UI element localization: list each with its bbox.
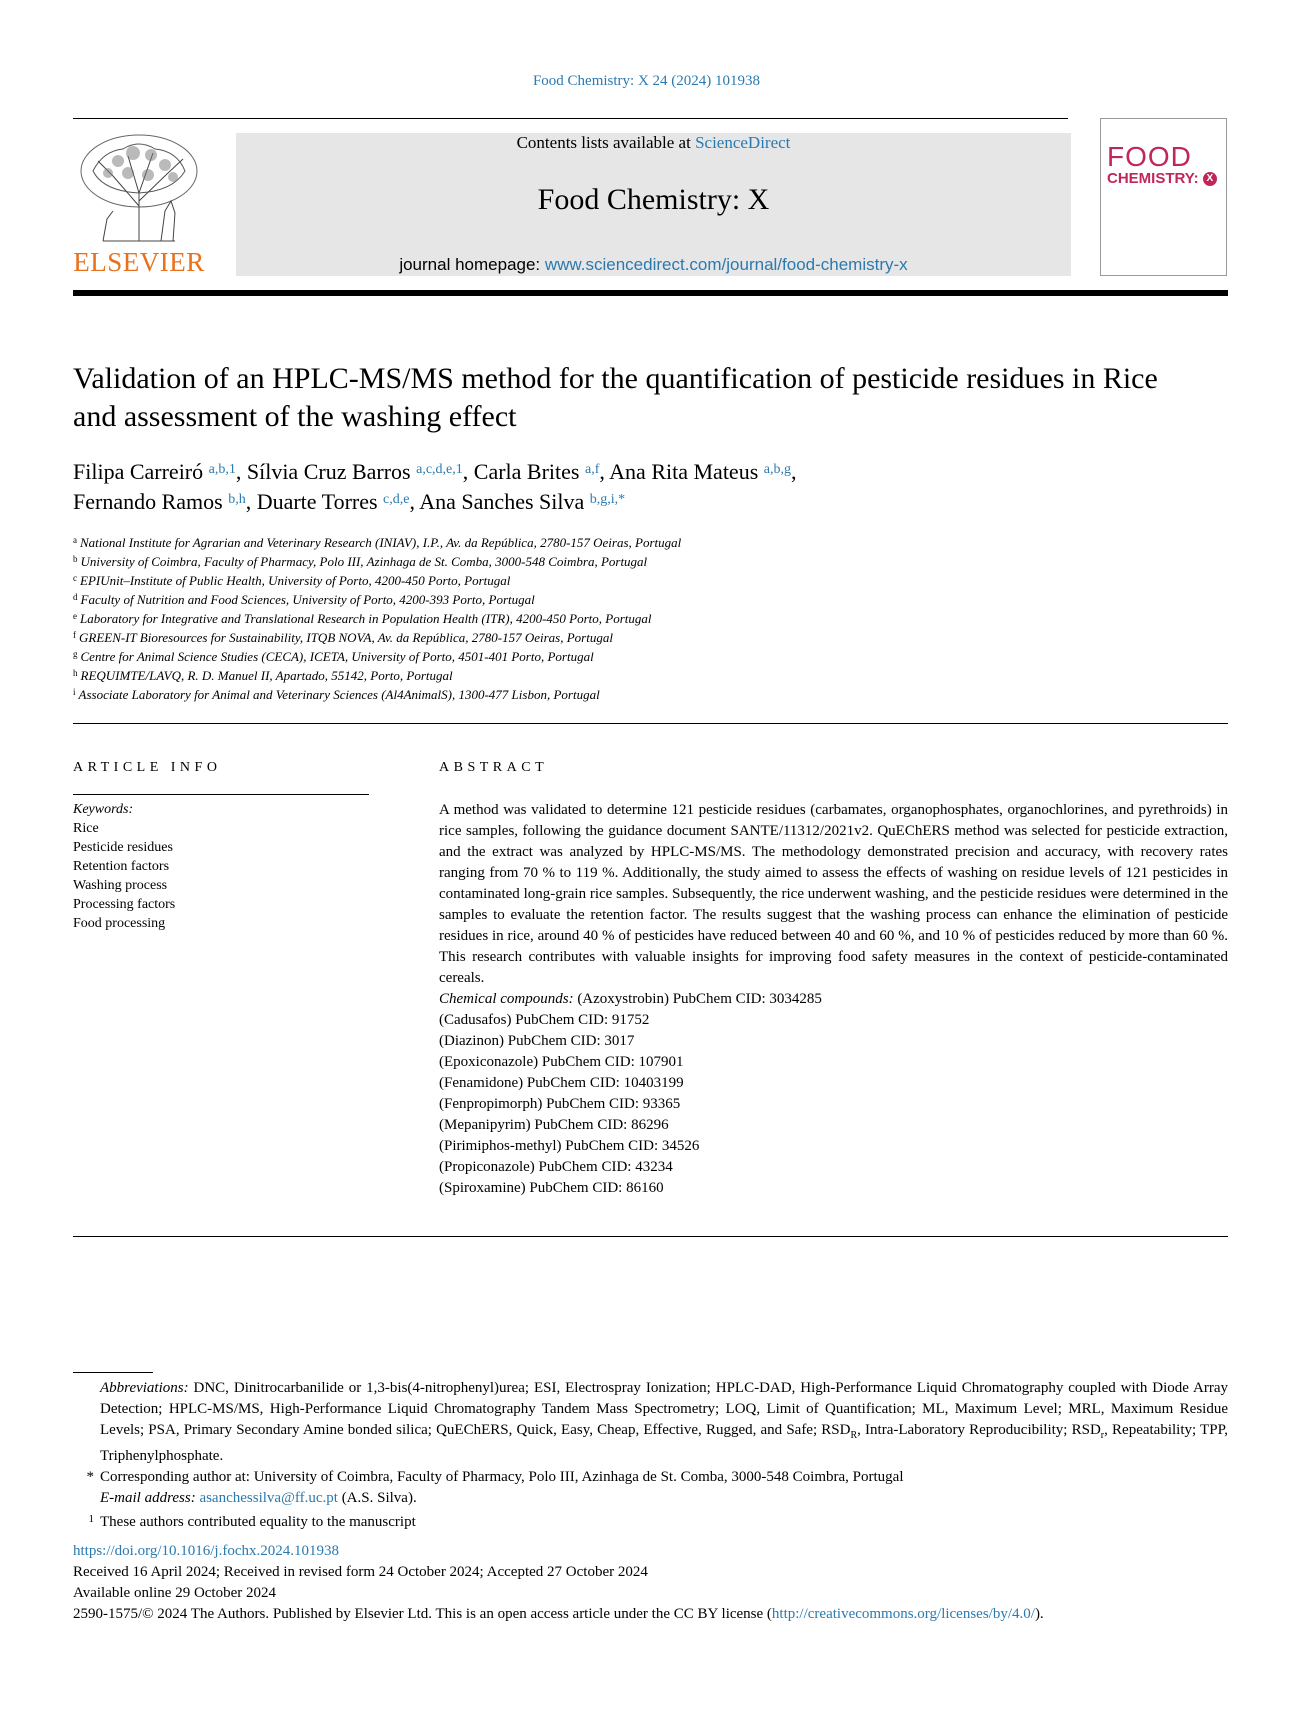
abstract-bottom-rule [73,1236,1228,1237]
compound: (Diazinon) PubChem CID: 3017 [439,1033,635,1049]
keyword: Washing process [73,878,168,893]
affiliation: $^g$ Centre for Animal Science Studies (CECA), ICETA, University of Porto, 4501-401 Porto, Portugal [73,649,594,664]
author[interactable]: Filipa Carreiró $^{a,b,1}$ [73,459,236,484]
publication-info [73,1541,1228,1625]
chemical-compounds [439,989,1228,1199]
footnote-rule [73,1372,153,1373]
license-line: 2590-1575/© 2024 The Authors. Published by Elsevier Ltd. This is an open access article under the CC BY license (http://creativecommons.org/licenses/by/4.0/). [73,1606,1044,1622]
received-dates: Received 16 April 2024; Received in revised form 24 October 2024; Accepted 27 October 2024 [73,1564,648,1580]
compound: (Mepanipyrim) PubChem CID: 86296 [439,1117,669,1133]
footnotes [73,1378,1228,1533]
compound: (Cadusafos) PubChem CID: 91752 [439,1012,650,1028]
keyword: Pesticide residues [73,840,173,855]
author[interactable]: Duarte Torres $^{c,d,e}$ [256,489,410,514]
compounds-label: Chemical compounds: [439,991,574,1007]
journal-reference[interactable]: Food Chemistry: X 24 (2024) 101938 [532,73,761,89]
corresponding-author-note: * Corresponding author at: University of Coimbra, Faculty of Pharmacy, Polo III, Azinhaga de St. Comba, 3000-548 Coimbra, Portugal [86,1469,904,1485]
compound: (Fenamidone) PubChem CID: 10403199 [439,1075,684,1091]
sciencedirect-link[interactable]: ScienceDirect [695,133,791,152]
author[interactable]: Ana Rita Mateus $^{a,b,g}$ [609,459,791,484]
cover-food-text: FOOD [1107,141,1192,172]
compound: (Fenpropimorph) PubChem CID: 93365 [439,1096,681,1112]
affiliations [73,533,1223,704]
journal-title: Food Chemistry: X [537,183,770,216]
affiliation: $^d$ Faculty of Nutrition and Food Sciences, University of Porto, 4200-393 Porto, Portugal [73,592,535,607]
keyword: Retention factors [73,859,170,874]
compound: (Epoxiconazole) PubChem CID: 107901 [439,1054,684,1070]
affiliation: $^e$ Laboratory for Integrative and Translational Research in Population Health (ITR), 4200-450 Porto, Portugal [73,611,652,626]
available-online: Available online 29 October 2024 [73,1585,276,1601]
compound: (Spiroxamine) PubChem CID: 86160 [439,1180,664,1196]
author[interactable]: Sílvia Cruz Barros $^{a,c,d,e,1}$ [246,459,463,484]
license-link[interactable]: http://creativecommons.org/licenses/by/4.0/ [771,1606,1035,1622]
affiliation: $^h$ REQUIMTE/LAVQ, R. D. Manuel II, Apartado, 55142, Porto, Portugal [73,668,453,683]
keywords-label: Keywords: [73,802,134,817]
journal-banner [236,133,1071,276]
cover-x-badge: X [1203,172,1217,186]
elsevier-logo [73,131,205,281]
keywords [73,800,369,933]
affiliation: $^a$ National Institute for Agrarian and Veterinary Research (INIAV), I.P., Av. da República, 2780-157 Oeiras, Portugal [73,535,682,550]
publisher-name: ELSEVIER [73,247,205,277]
doi-link[interactable]: https://doi.org/10.1016/j.fochx.2024.101938 [73,1543,339,1559]
email-link[interactable]: asanchessilva@ff.uc.pt [199,1490,338,1506]
contents-line: Contents lists available at ScienceDirect [516,133,791,152]
author[interactable]: Fernando Ramos $^{b,h}$ [73,489,246,514]
compound: (Propiconazole) PubChem CID: 43234 [439,1159,673,1175]
keyword: Food processing [73,916,166,931]
abbreviations-note: Abbreviations: DNC, Dinitrocarbanilide or 1,3-bis(4-nitrophenyl)urea; ESI, Electrospray Ionization; HPLC-DAD, High-Performance Liquid Chromatography coupled with Diode Array Detection; HPLC-MS/MS, High-Performance Liquid Chromatography Tandem Mass Spectrometry; LOQ, Limit of Quantification; ML, Maximum Level; MRL, Maximum Residue Levels; PSA, Primary Secondary Amine bonded silica; QuEChERS, Quick, Easy, Cheap, Effective, Rugged, and Safe; $RSD_R$, Intra-Laboratory Reproducibility; $RSD_r$, Repeatability; TPP, Triphenylphosphate. [100,1380,1228,1464]
affiliation: $^f$ GREEN-IT Bioresources for Sustainability, ITQB NOVA, Av. da República, 2780-157 Oeiras, Portugal [73,630,613,645]
keyword: Rice [73,821,99,836]
abstract-text: A method was validated to determine 121 pesticide residues (carbamates, organophosphates, organochlorines, and pyrethroids) in rice samples, following the guidance document SANTE/11312/2021v2. QuEChERS method was selected for pesticide extraction, and the extract was analyzed by HPLC-MS/MS. The methodology demonstrated precision and accuracy, with recovery rates ranging from 70 % to 119 %. Additionally, the study aimed to assess the effects of washing on residue levels of 121 pesticides in contaminated long-grain rice samples. Subsequently, the rice underwent washing, and the pesticide residues were determined in the samples to evaluate the retention factor. The results suggest that the washing process can enhance the elimination of pesticide residues in rice, around 40 % of pesticides have reduced between 40 and 60 %, and 10 % of pesticides reduced by more than 60 %. This research contributes with valuable insights for improving food safety measures in the context of pesticide-contaminated cereals. [439,802,1228,986]
keyword: Processing factors [73,897,176,912]
compound: (Pirimiphos-methyl) PubChem CID: 34526 [439,1138,700,1154]
affiliation: $^i$ Associate Laboratory for Animal and Veterinary Sciences (Al4AnimalS), 1300-477 Lisbon, Portugal [73,687,600,702]
header-rule [73,118,1068,119]
email-note: E-mail address: asanchessilva@ff.uc.pt (A.S. Silva). [100,1490,417,1506]
article-info-rule [73,794,369,795]
homepage-link[interactable]: www.sciencedirect.com/journal/food-chemistry-x [544,255,908,274]
compound: (Azoxystrobin) PubChem CID: 3034285 [577,991,822,1007]
cover-chemistry-text: CHEMISTRY: X [1107,171,1217,186]
article-title: Validation of an HPLC-MS/MS method for the quantification of pesticide residues in Rice and assessment of the washing effect [73,362,1158,433]
author[interactable]: Ana Sanches Silva $^{b,g,i,*}$ [419,489,626,514]
article-info-heading: ARTICLE INFO [73,760,222,775]
author-list: Filipa Carreiró $^{a,b,1}$, Sílvia Cruz Barros $^{a,c,d,e,1}$, Carla Brites $^{a,f}$, Ana Rita Mateus $^{a,b,g}$, Fernando Ramos $^{b,h}$, Duarte Torres $^{c,d,e}$, Ana Sanches Silva $^{b,g,i,*}$ [73,459,797,514]
abstract-heading: ABSTRACT [439,760,549,775]
elsevier-tree-icon [73,131,205,249]
homepage-line: journal homepage: www.sciencedirect.com/journal/food-chemistry-x [399,255,908,274]
abstract-body [439,800,1228,1199]
section-rule [73,723,1228,724]
affiliation: $^b$ University of Coimbra, Faculty of Pharmacy, Polo III, Azinhaga de St. Comba, 3000-548 Coimbra, Portugal [73,554,648,569]
author[interactable]: Carla Brites $^{a,f}$ [473,459,600,484]
equal-contribution-note: 1 These authors contributed equality to the manuscript [88,1513,416,1530]
journal-cover[interactable] [1100,118,1227,276]
header-thick-rule [73,290,1228,296]
affiliation: $^c$ EPIUnit–Institute of Public Health, University of Porto, 4200-450 Porto, Portugal [73,573,511,588]
